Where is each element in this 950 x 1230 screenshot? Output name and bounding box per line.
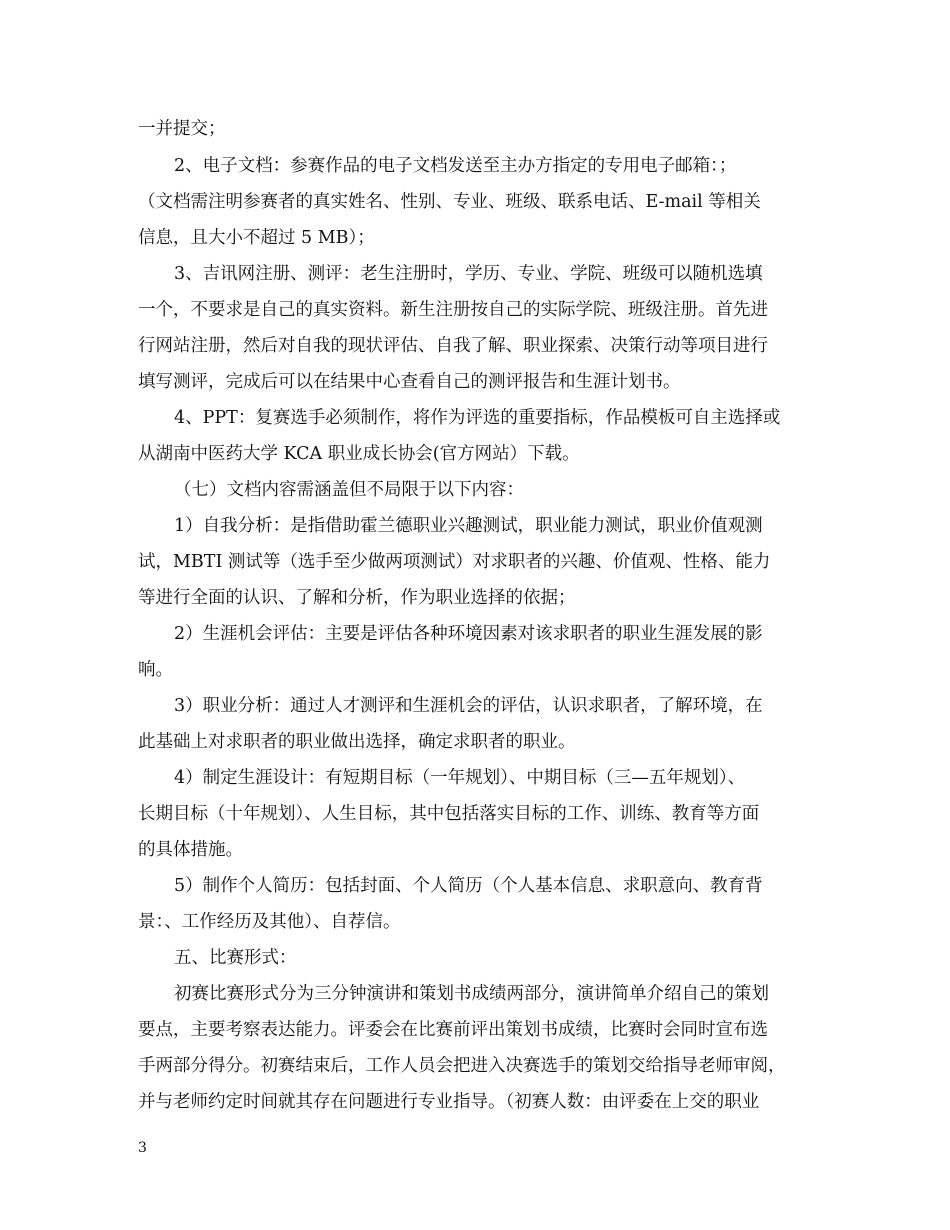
text-line: 等进行全面的认识、了解和分析，作为职业选择的依据；	[138, 588, 576, 608]
text-line: 3、吉讯网注册、测评：老生注册时，学历、专业、学院、班级可以随机选填	[174, 264, 763, 284]
text-line: 的具体措施。	[138, 840, 243, 860]
text-line: 并与老师约定时间就其存在问题进行专业指导。（初赛人数：由评委在上交的职业	[138, 1092, 760, 1112]
text-line: 景：、工作经历及其他）、自荐信。	[138, 912, 401, 932]
text-line: 2、电子文档：参赛作品的电子文档发送至主办方指定的专用电子邮箱：；	[174, 156, 737, 176]
text-line: 长期目标（十年规划）、人生目标，其中包括落实目标的工作、训练、教育等方面	[138, 804, 760, 824]
text-line: 填写测评，完成后可以在结果中心查看自己的测评报告和生涯计划书。	[138, 372, 681, 392]
text-line: 手两部分得分。初赛结束后，工作人员会把进入决赛选手的策划交给指导老师审阅，	[138, 1056, 786, 1076]
text-line: 此基础上对求职者的职业做出选择，确定求职者的职业。	[138, 732, 576, 752]
text-line: 5）制作个人简历：包括封面、个人简历（个人基本信息、求职意向、教育背	[174, 876, 763, 896]
text-line: 1）自我分析：是指借助霍兰德职业兴趣测试，职业能力测试，职业价值观测	[174, 516, 763, 536]
text-line: 从湖南中医药大学 KCA 职业成长协会(官方网站）下载。	[138, 444, 580, 464]
text-line: 行网站注册，然后对自我的现状评估、自我了解、职业探索、决策行动等项目进行	[138, 336, 768, 356]
section-heading: 五、比赛形式：	[174, 948, 297, 968]
text-line: 初赛比赛形式分为三分钟演讲和策划书成绩两部分，演讲简单介绍自己的策划	[174, 984, 769, 1004]
text-line: 3）职业分析：通过人才测评和生涯机会的评估，认识求职者，了解环境，在	[174, 696, 763, 716]
text-line: 一个，不要求是自己的真实资料。新生注册按自己的实际学院、班级注册。首先进	[138, 300, 768, 320]
text-line: 响。	[138, 660, 173, 680]
text-line: （文档需注明参赛者的真实姓名、性别、专业、班级、联系电话、E-mail 等相关	[138, 192, 761, 212]
text-line: 4、PPT：复赛选手必须制作，将作为评选的重要指标，作品模板可自主选择或	[174, 408, 781, 428]
text-line: 试，MBTI 测试等（选手至少做两项测试）对求职者的兴趣、价值观、性格、能力	[138, 552, 771, 572]
text-line: 要点，主要考察表达能力。评委会在比赛前评出策划书成绩，比赛时会同时宣布选	[138, 1020, 768, 1040]
page-number: 3	[138, 1140, 147, 1156]
text-line: 信息，且大小不超过 5 MB）；	[138, 228, 375, 248]
text-line: 4）制定生涯设计：有短期目标（一年规划）、中期目标（三—五年规划）、	[174, 768, 746, 788]
text-line: 2）生涯机会评估：主要是评估各种环境因素对该求职者的职业生涯发展的影	[174, 624, 763, 644]
text-line: 一并提交；	[138, 119, 226, 139]
text-line: （七）文档内容需涵盖但不局限于以下内容：	[174, 480, 524, 500]
